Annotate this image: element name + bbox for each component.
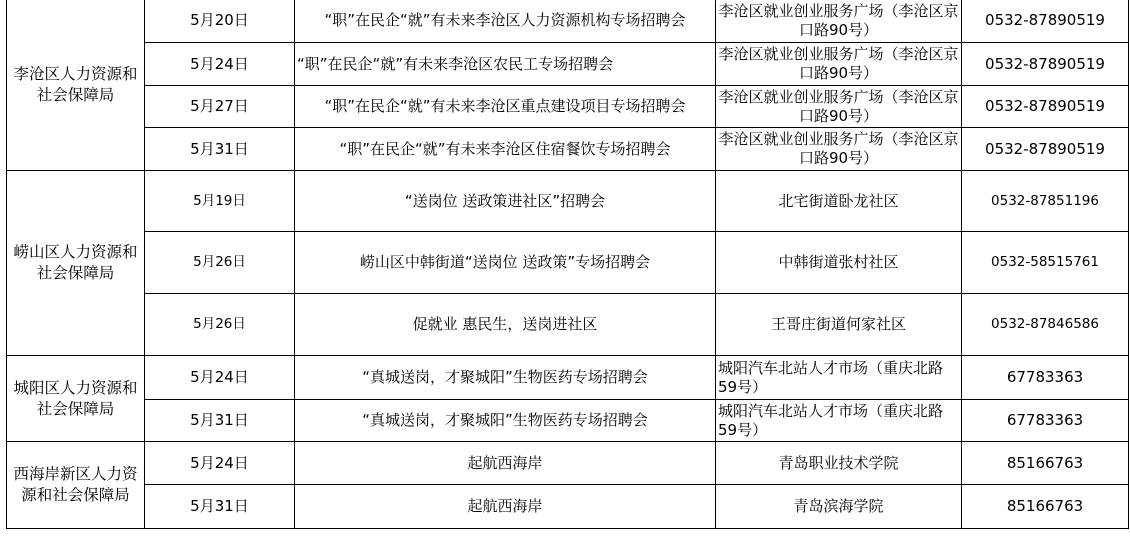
phone-cell: 0532-87890519 xyxy=(962,43,1129,86)
phone-cell: 85166763 xyxy=(962,485,1129,529)
phone-cell: 85166763 xyxy=(962,442,1129,485)
venue-cell: 青岛滨海学院 xyxy=(716,485,962,529)
date-cell: 5月31日 xyxy=(145,128,295,171)
date-cell: 5月31日 xyxy=(145,400,295,442)
table-row xyxy=(7,485,1129,529)
venue-cell: 王哥庄街道何家社区 xyxy=(716,294,962,356)
phone-cell: 0532-87851196 xyxy=(962,171,1129,232)
venue-cell: 李沧区就业创业服务广场（李沧区京口路90号） xyxy=(716,86,962,128)
event-name-cell: 起航西海岸 xyxy=(295,485,716,529)
venue-cell: 李沧区就业创业服务广场（李沧区京口路90号） xyxy=(716,43,962,86)
event-name-cell: “职”在民企“就”有未来李沧区住宿餐饮专场招聘会 xyxy=(295,128,716,171)
table-row xyxy=(7,171,1129,232)
phone-cell: 0532-87890519 xyxy=(962,86,1129,128)
date-cell: 5月24日 xyxy=(145,442,295,485)
org-cell: 西海岸新区人力资源和社会保障局 xyxy=(7,442,145,529)
table-row xyxy=(7,86,1129,128)
table-row xyxy=(7,43,1129,86)
table-row xyxy=(7,0,1129,43)
job-fair-table xyxy=(6,0,1129,529)
table-row xyxy=(7,442,1129,485)
event-name-cell: “真城送岗，才聚城阳”生物医药专场招聘会 xyxy=(295,356,716,400)
venue-cell: 城阳汽车北站人才市场（重庆北路59号） xyxy=(716,356,962,400)
date-cell: 5月26日 xyxy=(145,294,295,356)
event-name-cell: “送岗位 送政策进社区”招聘会 xyxy=(295,171,716,232)
venue-cell: 城阳汽车北站人才市场（重庆北路59号） xyxy=(716,400,962,442)
table-row xyxy=(7,356,1129,400)
event-name-cell: 崂山区中韩街道“送岗位 送政策”专场招聘会 xyxy=(295,232,716,294)
phone-cell: 67783363 xyxy=(962,400,1129,442)
date-cell: 5月20日 xyxy=(145,0,295,43)
event-name-cell: “真城送岗，才聚城阳”生物医药专场招聘会 xyxy=(295,400,716,442)
table-row xyxy=(7,128,1129,171)
phone-cell: 67783363 xyxy=(962,356,1129,400)
venue-cell: 李沧区就业创业服务广场（李沧区京口路90号） xyxy=(716,128,962,171)
date-cell: 5月24日 xyxy=(145,356,295,400)
date-cell: 5月26日 xyxy=(145,232,295,294)
phone-cell: 0532-87846586 xyxy=(962,294,1129,356)
org-cell: 李沧区人力资源和社会保障局 xyxy=(7,0,145,171)
event-name-cell: “职”在民企“就”有未来李沧区农民工专场招聘会 xyxy=(295,43,716,86)
phone-cell: 0532-58515761 xyxy=(962,232,1129,294)
date-cell: 5月31日 xyxy=(145,485,295,529)
venue-cell: 青岛职业技术学院 xyxy=(716,442,962,485)
event-name-cell: 促就业 惠民生，送岗进社区 xyxy=(295,294,716,356)
date-cell: 5月27日 xyxy=(145,86,295,128)
event-name-cell: 起航西海岸 xyxy=(295,442,716,485)
org-cell: 崂山区人力资源和社会保障局 xyxy=(7,171,145,356)
venue-cell: 中韩街道张村社区 xyxy=(716,232,962,294)
venue-cell: 北宅街道卧龙社区 xyxy=(716,171,962,232)
org-cell: 城阳区人力资源和社会保障局 xyxy=(7,356,145,442)
table-row xyxy=(7,294,1129,356)
table-row xyxy=(7,400,1129,442)
date-cell: 5月19日 xyxy=(145,171,295,232)
event-name-cell: “职”在民企“就”有未来李沧区人力资源机构专场招聘会 xyxy=(295,0,716,43)
event-name-cell: “职”在民企“就”有未来李沧区重点建设项目专场招聘会 xyxy=(295,86,716,128)
table-row xyxy=(7,232,1129,294)
phone-cell: 0532-87890519 xyxy=(962,128,1129,171)
venue-cell: 李沧区就业创业服务广场（李沧区京口路90号） xyxy=(716,0,962,43)
phone-cell: 0532-87890519 xyxy=(962,0,1129,43)
date-cell: 5月24日 xyxy=(145,43,295,86)
